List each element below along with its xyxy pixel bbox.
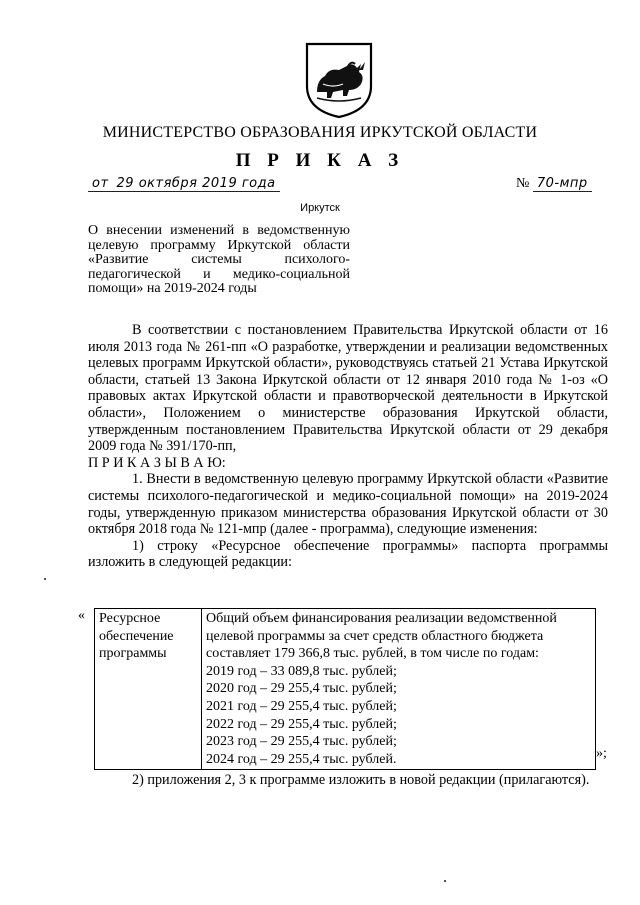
funding-intro: Общий объем финансирования реализации ведомственной целевой программы за счет средств областного бюджета составляет 179 366,8 тыс. рублей, в том числе по годам: — [206, 611, 557, 662]
order-body — [88, 322, 608, 571]
funding-year-2019: 2019 год – 33 089,8 тыс. рублей; — [206, 663, 397, 679]
ministry-title: МИНИСТЕРСТВО ОБРАЗОВАНИЯ ИРКУТСКОЙ ОБЛАСТИ — [102, 124, 538, 141]
scan-speck — [44, 578, 46, 580]
close-quote: »; — [596, 746, 607, 761]
order-subject: О внесении изменений в ведомственную целевую программу Иркутской области «Развитие системы психолого-педагогической и медико-социальной помощи» на 2019-2024 годы — [88, 223, 350, 296]
number-prefix: № — [516, 176, 530, 191]
item-1-2-paragraph: 2) приложения 2, 3 к программе изложить в новой редакции (прилагаются). — [132, 772, 590, 788]
order-body-tail — [88, 772, 608, 789]
funding-year-2020: 2020 год – 29 255,4 тыс. рублей; — [206, 681, 397, 697]
table-row — [95, 609, 596, 770]
order-date — [88, 176, 280, 192]
funding-year-2023: 2023 год – 29 255,4 тыс. рублей; — [206, 734, 397, 750]
order-word: П Р И К А З Ы В А Ю: — [88, 454, 226, 471]
preamble-paragraph: В соответствии с постановлением Правительства Иркутской области от 16 июля 2013 года № 261-пп «О разработке, утверждении и реализации ведомственных целевых программ Иркутской области», руководствуясь статьей 21 Устава Иркутской области, статьей 13 Закона Иркутской области от 12 января 2010 года № 1-оз «О правовых актах Иркутской области и правотворческой деятельности в Иркутской области», Положением о министерстве образования Иркутской области, утвержденным постановлением Правительства Иркутской области от 29 декабря 2009 года № 391/170-пп, — [88, 322, 608, 455]
table-cell-content — [202, 609, 596, 770]
handwritten-date: 29 октября 2019 года — [113, 176, 280, 192]
table-cell-label: Ресурсное обеспечение программы — [95, 609, 202, 770]
document-type-title: П Р И К А З — [235, 150, 405, 171]
coat-of-arms-emblem — [303, 40, 375, 120]
funding-year-2022: 2022 год – 29 255,4 тыс. рублей; — [206, 716, 397, 732]
date-prefix: от — [88, 176, 113, 192]
resource-table — [94, 608, 596, 770]
open-quote: « — [78, 608, 85, 623]
item-1-1-paragraph: 1) строку «Ресурсное обеспечение программы» паспорта программы изложить в следующей редакции: — [88, 537, 608, 571]
funding-year-2021: 2021 год – 29 255,4 тыс. рублей; — [206, 698, 397, 714]
funding-year-2024: 2024 год – 29 255,4 тыс. рублей. — [206, 751, 397, 767]
city-name: Иркутск — [300, 202, 340, 214]
order-number — [516, 176, 592, 192]
scan-speck — [444, 880, 446, 882]
handwritten-number: 70-мпр — [533, 176, 592, 192]
item-1-paragraph: 1. Внести в ведомственную целевую программу Иркутской области «Развитие системы психолого-педагогической и медико-социальной помощи» на 2019-2024 годы, утвержденную приказом министерства образования Иркутской области от 30 октября 2018 года № 121-мпр (далее - программа), следующие изменения: — [88, 471, 608, 538]
